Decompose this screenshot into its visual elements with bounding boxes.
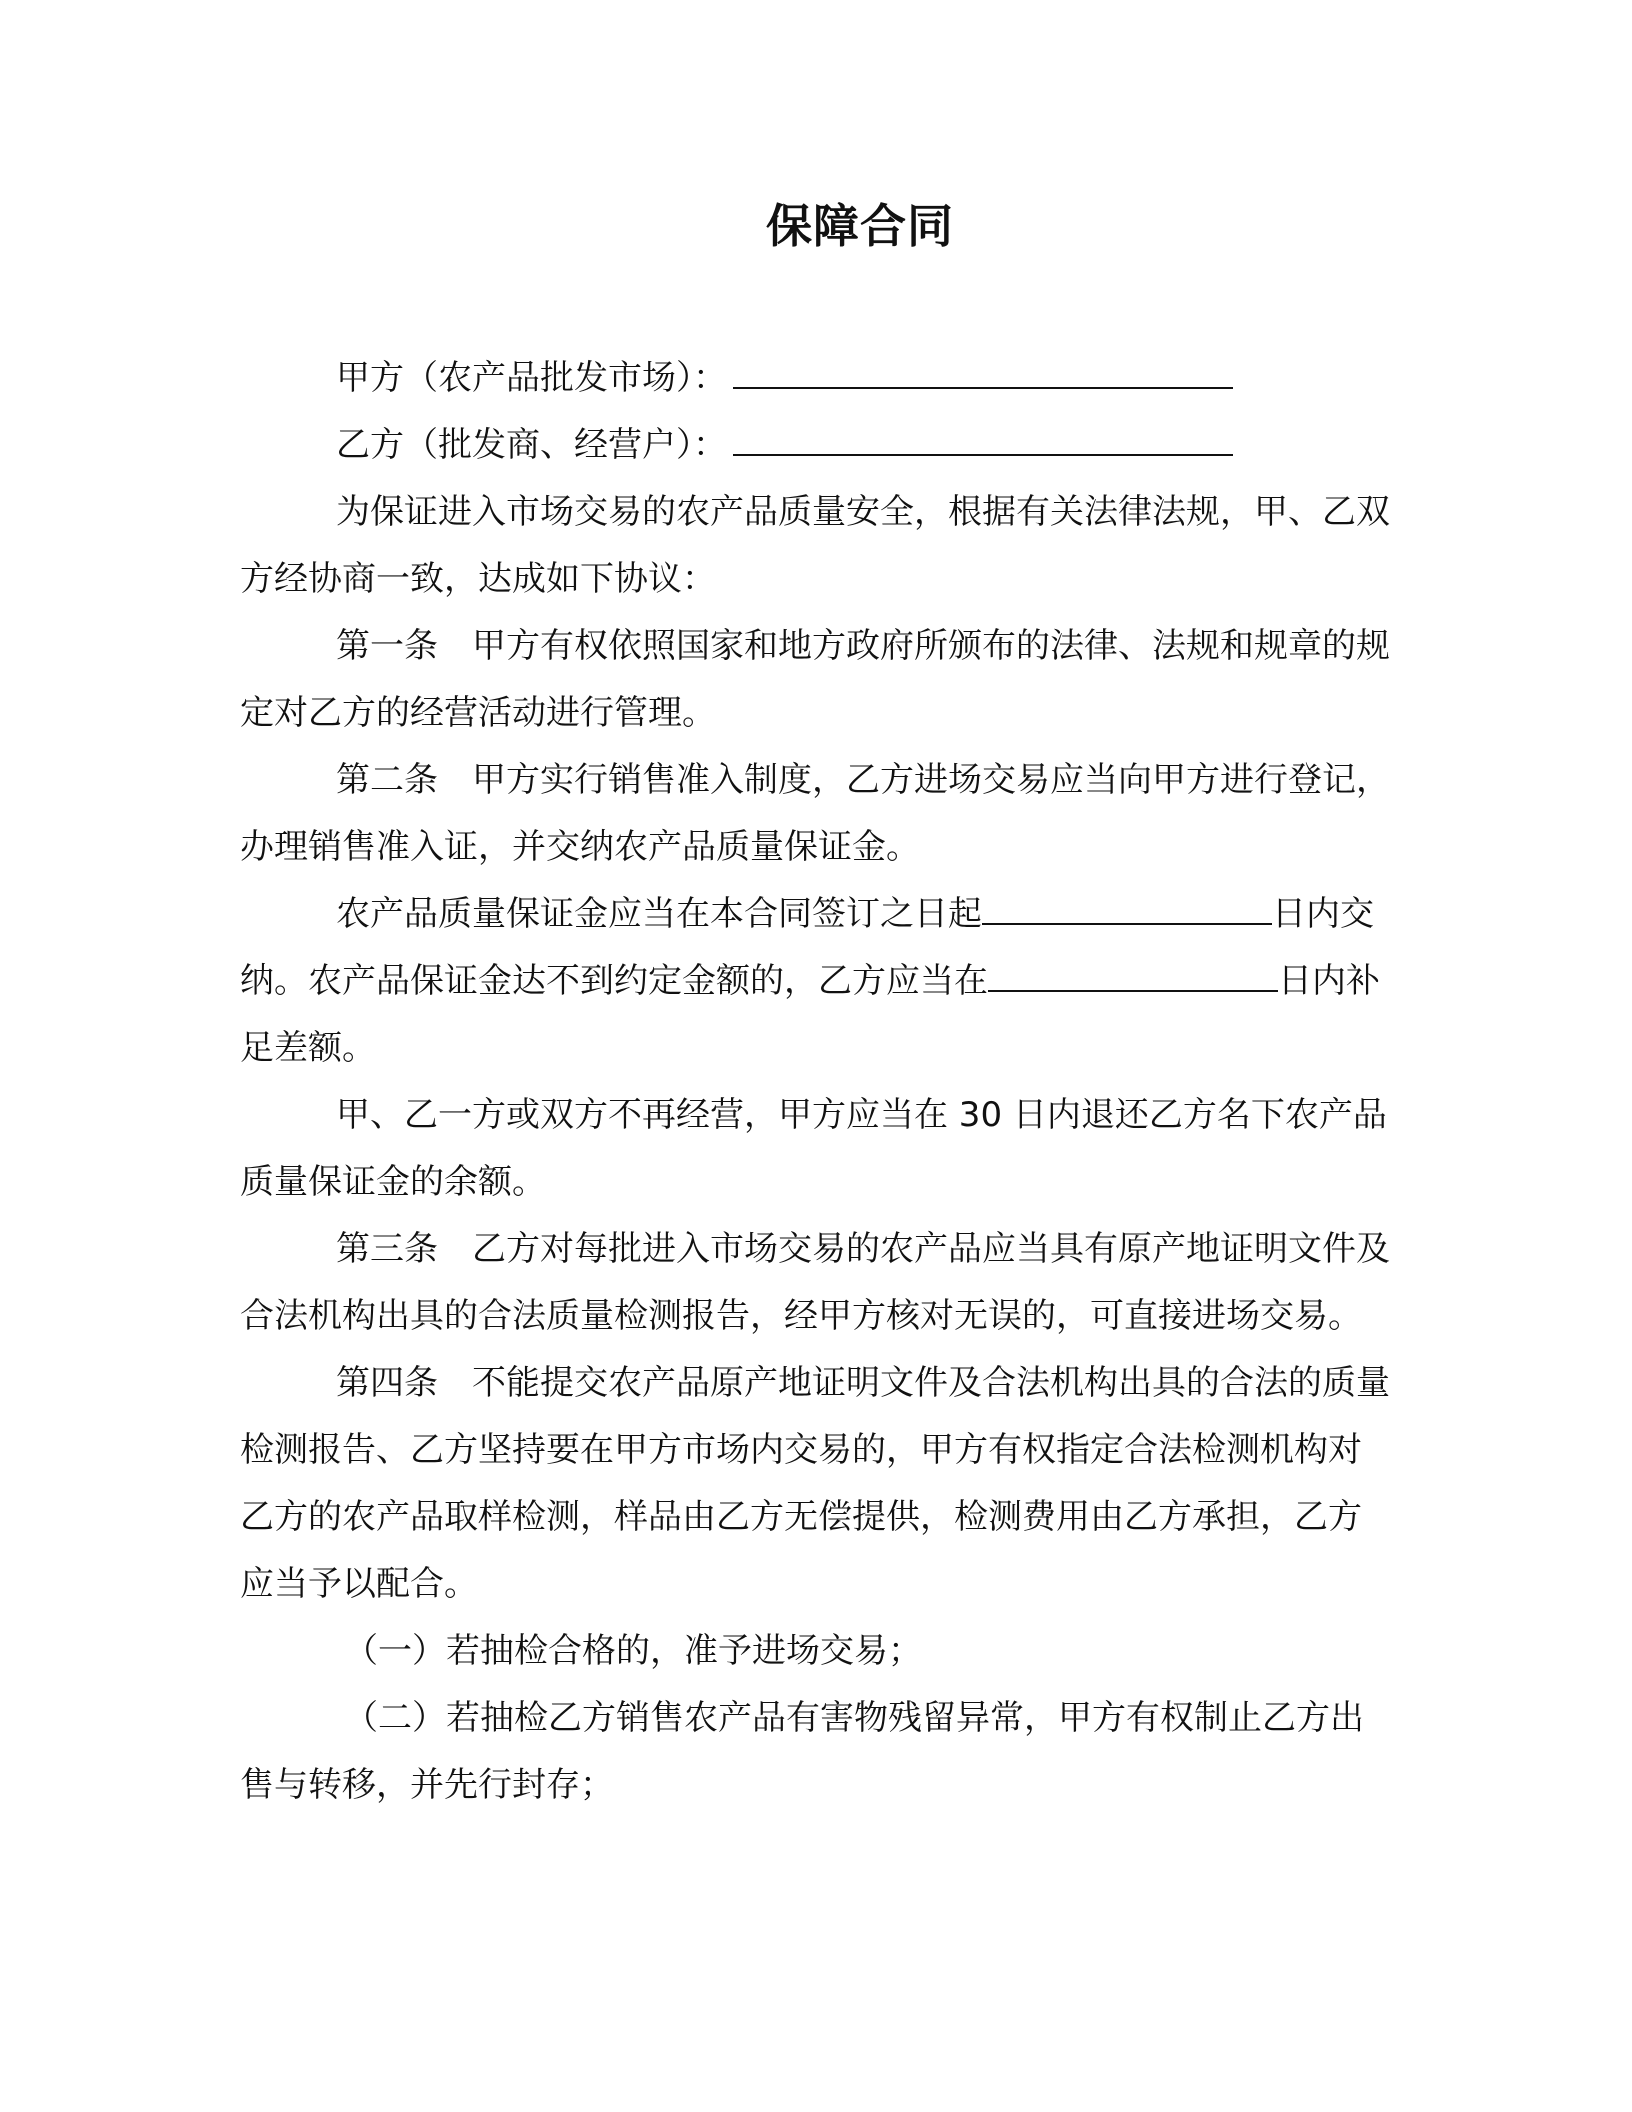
- deposit-text-c: 日内补足差额。: [240, 961, 1380, 1068]
- refund-paragraph: 甲、乙一方或双方不再经营，甲方应当在 30 日内退还乙方名下农产品质量保证金的余额。: [240, 1095, 1387, 1202]
- document-body: [240, 345, 1390, 1819]
- party-b-blank[interactable]: [733, 426, 1233, 456]
- document-title: 保障合同: [766, 199, 954, 253]
- deposit-text-a: 农产品质量保证金应当在本合同签订之日起: [336, 894, 982, 934]
- intro-paragraph: 为保证进入市场交易的农产品质量安全，根据有关法律法规，甲、乙双方经协商一致，达成如下协议：: [240, 492, 1390, 599]
- deposit-paragraph: [240, 881, 1390, 1082]
- article-3: [240, 1216, 1390, 1350]
- article-3-heading: 第三条: [336, 1229, 438, 1269]
- article-3-text: 乙方对每批进入市场交易的农产品应当具有原产地证明文件及合法机构出具的合法质量检测报告，经甲方核对无误的，可直接进场交易。: [240, 1229, 1390, 1336]
- party-a-blank[interactable]: [733, 359, 1233, 389]
- article-4: [240, 1350, 1390, 1618]
- item-2: （二）若抽检乙方销售农产品有害物残留异常，甲方有权制止乙方出售与转移，并先行封存；: [240, 1698, 1364, 1805]
- party-b-label: 乙方（批发商、经营户）：: [336, 425, 727, 465]
- article-4-text: 不能提交农产品原产地证明文件及合法机构出具的合法的质量检测报告、乙方坚持要在甲方市场内交易的，甲方有权指定合法检测机构对乙方的农产品取样检测，样品由乙方无偿提供，检测费用由乙方承担，乙方应当予以配合。: [240, 1363, 1390, 1604]
- article-2-text: 甲方实行销售准入制度，乙方进场交易应当向甲方进行登记，办理销售准入证，并交纳农产品质量保证金。: [240, 760, 1390, 867]
- article-4-heading: 第四条: [336, 1363, 438, 1403]
- deposit-days-blank[interactable]: [982, 895, 1272, 925]
- makeup-days-blank[interactable]: [988, 962, 1278, 992]
- item-1: （一）若抽检合格的，准予进场交易；: [344, 1631, 922, 1671]
- article-2-heading: 第二条: [336, 760, 438, 800]
- party-a-line: [240, 345, 1390, 412]
- article-2: [240, 747, 1390, 881]
- deposit-text-b: 日内交纳。农产品保证金达不到约定金额的，乙方应当在: [240, 894, 1374, 1001]
- party-a-label: 甲方（农产品批发市场）：: [336, 358, 727, 398]
- article-1-heading: 第一条: [336, 626, 438, 666]
- article-1: [240, 613, 1390, 747]
- party-b-line: [240, 412, 1390, 479]
- article-1-text: 甲方有权依照国家和地方政府所颁布的法律、法规和规章的规定对乙方的经营活动进行管理。: [240, 626, 1390, 733]
